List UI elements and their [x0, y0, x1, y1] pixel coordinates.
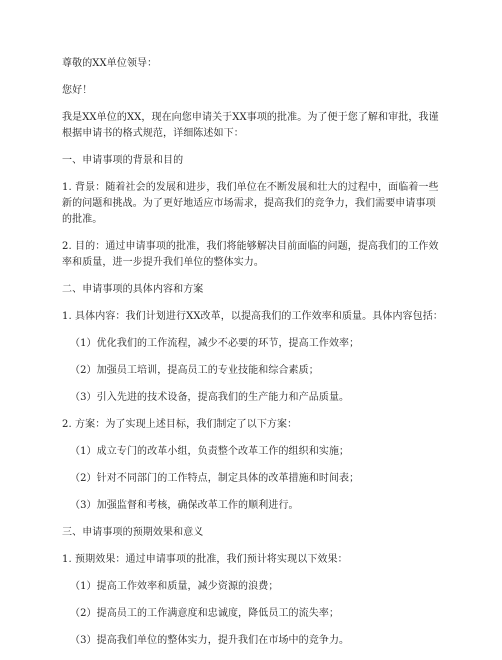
- plan-item: （2）针对不同部门的工作特点，制定具体的改革措施和时间表；: [70, 473, 360, 484]
- section-heading-content: 二、申请事项的具体内容和方案: [62, 284, 204, 295]
- plan-item: （3）加强监督和考核，确保改革工作的顺利进行。: [70, 500, 299, 511]
- background-paragraph: 1. 背景：随着社会的发展和进步，我们单位在不断发展和壮大的过程中，面临着一些新的问题和挑战。为了更好地适应市场需求，提高我们的竞争力，我们需要申请事项的批准。: [62, 182, 439, 225]
- effect-item: （1）提高工作效率和质量，减少资源的浪费；: [70, 581, 279, 592]
- effect-paragraph: 1. 预期效果：通过申请事项的批准，我们预计将实现以下效果：: [62, 554, 348, 565]
- content-item: （2）加强员工培训，提高员工的专业技能和综合素质；: [70, 365, 319, 376]
- purpose-paragraph: 2. 目的：通过申请事项的批准，我们将能够解决目前面临的问题，提高我们的工作效率和质量，进一步提升我们单位的整体实力。: [62, 241, 439, 268]
- intro-paragraph: 我是XX单位的XX，现在向您申请关于XX事项的批准。为了便于您了解和审批，我谨根据申请书的格式规范，详细陈述如下：: [62, 112, 439, 139]
- plan-item: （1）成立专门的改革小组，负责整个改革工作的组织和实施；: [70, 446, 350, 457]
- greeting: 您好！: [62, 85, 93, 96]
- content-item: （1）优化我们的工作流程，减少不必要的环节，提高工作效率；: [70, 338, 360, 349]
- section-heading-background: 一、申请事项的背景和目的: [62, 155, 184, 166]
- plan-paragraph: 2. 方案：为了实现上述目标，我们制定了以下方案：: [62, 419, 298, 430]
- effect-item: （3）提高我们单位的整体实力，提升我们在市场中的竞争力。: [70, 635, 350, 646]
- letter-body: [62, 56, 444, 660]
- effect-item: （2）提高员工的工作满意度和忠诚度，降低员工的流失率；: [70, 608, 340, 619]
- salutation: 尊敬的XX单位领导：: [62, 58, 158, 69]
- section-heading-effect: 三、申请事项的预期效果和意义: [62, 527, 204, 538]
- content-paragraph: 1. 具体内容：我们计划进行XX改革，以提高我们的工作效率和质量。具体内容包括：: [62, 311, 443, 322]
- content-item: （3）引入先进的技术设备，提高我们的生产能力和产品质量。: [70, 392, 350, 403]
